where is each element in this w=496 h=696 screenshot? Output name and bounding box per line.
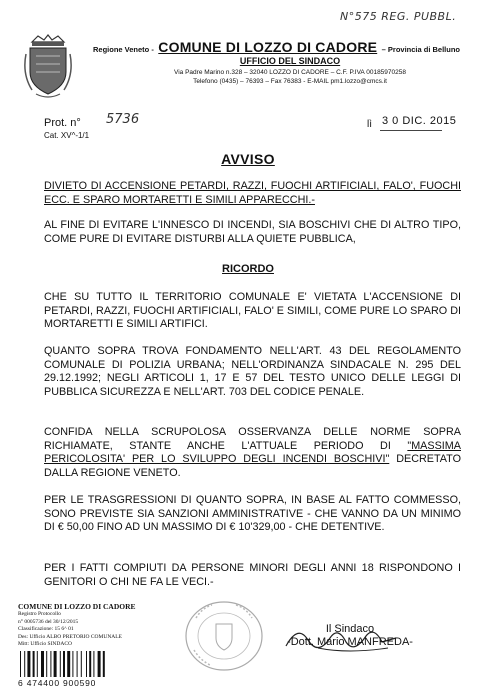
municipality-name: COMUNE DI LOZZO DI CADORE: [158, 39, 378, 55]
handwritten-registry-note: N°575 REG. PUBBL.: [340, 10, 457, 23]
intro-paragraph: AL FINE DI EVITARE L'INNESCO DI INCENDI, SIA BOSCHIVI CHE DI ALTRO TIPO, COME PURE DI EVITARE DISTURBI ALLA QUIETE PUBBLICA,: [44, 219, 461, 245]
danger-period-emphasis: "MASSIMA PERICOLOSITA' PER LO SVILUPPO DEGLI INCENDI BOSCHIVI": [44, 439, 461, 465]
compliance-text: CONFIDA NELLA SCRUPOLOSA OSSERVANZA DELLE NORME SOPRA RICHIAMATE, STANTE ANCHE L'ATTUALE PERIODO DI: [44, 426, 461, 452]
legal-basis-paragraph: QUANTO SOPRA TROVA FONDAMENTO NELL'ART. 43 DEL REGOLAMENTO COMUNALE DI POLIZIA URBANA; NELL'ORDINANZA SINDACALE N. 295 DEL 29.12.1992; NEGLI ARTICOLI 1, 17 E 57 DEL TESTO UNICO DELLE LEGGI DI PUBBLICA SICUREZZA E NELL'ART. 703 DEL CODICE PENALE.: [44, 345, 461, 398]
region-label: Regione Veneto -: [93, 45, 154, 54]
document-title: AVVISO: [221, 151, 275, 167]
protocol-number: 5736: [106, 112, 140, 127]
date-stamp: 3 0 DIC. 2015: [382, 115, 457, 127]
signatory-name: -Dott. Mario MANFREDA-: [287, 636, 413, 648]
registry-title: COMUNE DI LOZZO DI CADORE: [18, 602, 136, 611]
coat-of-arms-icon: [22, 34, 74, 100]
ricordo-heading: RICORDO: [222, 263, 274, 275]
barcode-digits: 6 474400 900590: [18, 678, 97, 688]
contacts-line: Telefono (0435) – 76393 – Fax 76383 - E-MAIL pm1.lozzo@cmcs.it: [193, 78, 387, 85]
date-label: lì: [367, 119, 372, 130]
municipal-seal-icon: [182, 598, 266, 674]
barcode-icon: [18, 651, 124, 677]
province-label: – Provincia di Belluno: [381, 45, 460, 54]
registry-line: Registro Protocollo: [18, 611, 61, 617]
registry-line: Mitt: Ufficio SINDACO: [18, 641, 72, 647]
compliance-paragraph: [44, 426, 461, 480]
category-label: Cat. XV^-1/1: [44, 131, 90, 140]
prohibition-paragraph: CHE SU TUTTO IL TERRITORIO COMUNALE E' VIETATA L'ACCENSIONE DI PETARDI, RAZZI, FUOCHI ARTIFICIALI, FALO' E SIMILI, COME PURE LO SPARO DI MORTARETTI E SIMILI ARTIFICI.: [44, 291, 461, 330]
registry-line: Classificazione: 15 6^ 01: [18, 626, 74, 632]
date-underline: [380, 130, 442, 131]
minors-paragraph: PER I FATTI COMPIUTI DA PERSONE MINORI DEGLI ANNI 18 RISPONDONO I GENITORI O CHI NE FA LE VECI.-: [44, 562, 461, 588]
address-block: [130, 68, 450, 86]
protocol-label: Prot. n°: [44, 117, 81, 129]
sanctions-paragraph: PER LE TRASGRESSIONI DI QUANTO SOPRA, IN BASE AL FATTO COMMESSO, SONO PREVISTE SIA SANZIONI AMMINISTRATIVE - CHE VANNO DA UN MINIMO DI € 50,00 FINO AD UN MASSIMO DI € 10'329,00 - CHE DETENTIVE.: [44, 494, 461, 533]
address-line: Via Padre Marino n.328 – 32040 LOZZO DI CADORE – C.F. P.IVA 00185970258: [174, 69, 406, 76]
registry-line: Des: Ufficio ALBO PRETORIO COMUNALE: [18, 633, 122, 640]
registry-stamp: [18, 602, 178, 649]
subject-paragraph: DIVIETO DI ACCENSIONE PETARDI, RAZZI, FUOCHI ARTIFICIALI, FALO', FUOCHI ECC. E SPARO MORTARETTI E SIMILI APPARECCHI.-: [44, 180, 461, 206]
office-name: UFFICIO DEL SINDACO: [239, 56, 341, 66]
signatory-title: Il Sindaco: [325, 623, 375, 635]
registry-line: n° 0005736 del 30/12/2015: [18, 618, 79, 625]
letterhead-title: [93, 39, 493, 57]
compliance-text-end: DECRETATO DALLA REGIONE VENETO.: [44, 453, 461, 479]
